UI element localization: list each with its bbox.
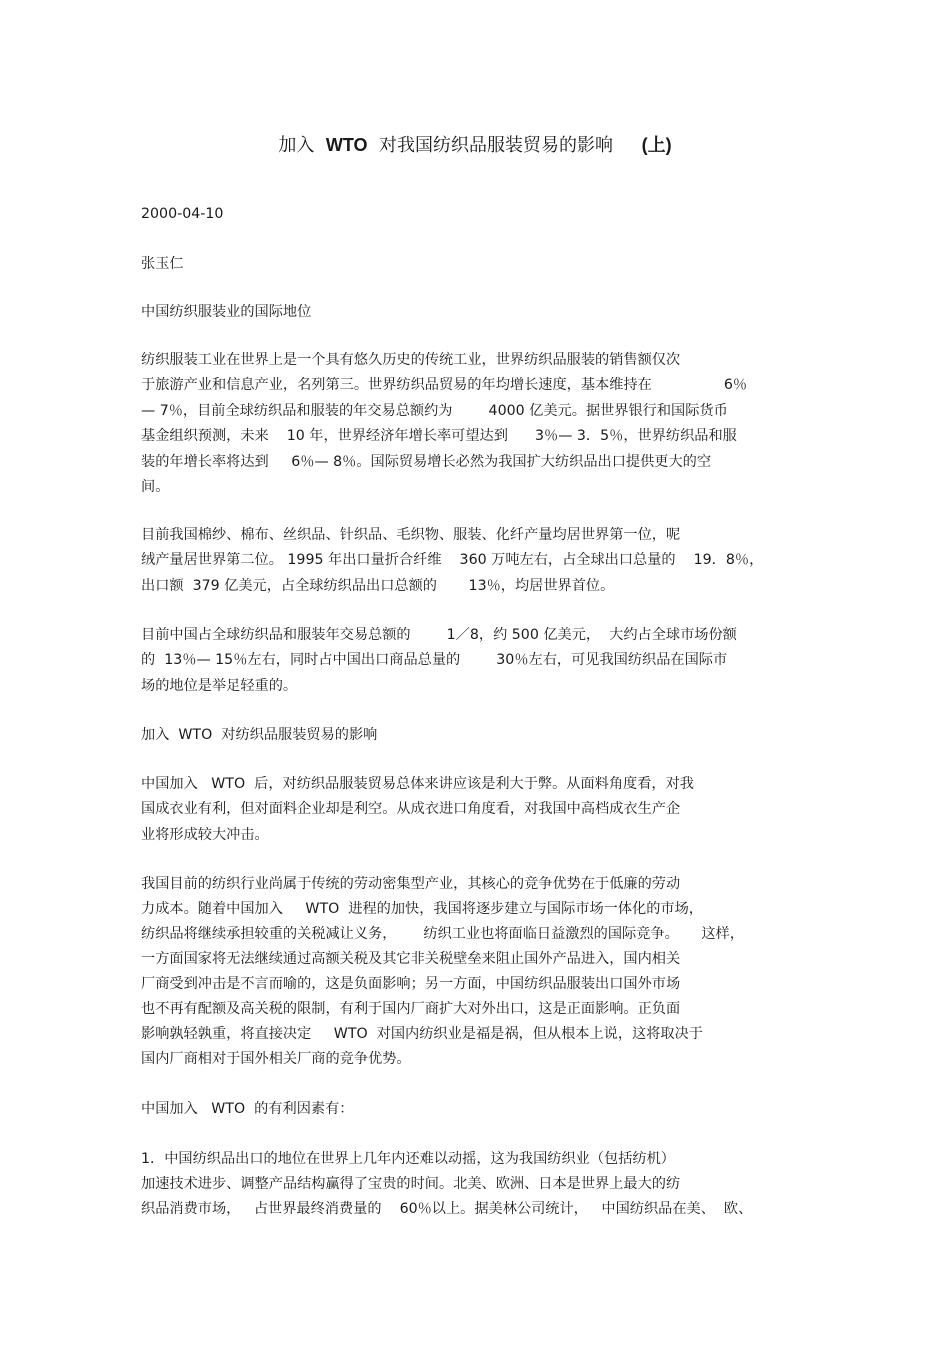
paragraph-line: 出口额 379 亿美元，占全球纺织品出口总额的 13％，均居世界首位。 — [141, 578, 615, 594]
section-heading-favorable-factors: 中国加入 WTO 的有利因素有： — [141, 1101, 354, 1117]
paragraph-line: 加速技术进步、调整产品结构赢得了宝贵的时间。北美、欧洲、日本是世界上最大的纺 — [141, 1176, 681, 1192]
paragraph-line: 装的年增长率将达到 6％— 8％。国际贸易增长必然为我国扩大纺织品出口提供更大的空 — [141, 454, 712, 470]
paragraph-line: 场的地位是举足轻重的。 — [141, 678, 298, 694]
paragraph-line: 纺织品将继续承担较重的关税减让义务， 纺织工业也将面临日益激烈的国际竞争。 这样， — [141, 926, 744, 942]
paragraph-line: 也不再有配额及高关税的限制，有利于国内厂商扩大对外出口，这是正面影响。正负面 — [141, 1001, 681, 1017]
paragraph-line: 目前中国占全球纺织品和服装年交易总额的 1／8，约 500 亿美元， 大约占全球市场份额 — [141, 627, 737, 643]
document-author: 张玉仁 — [141, 256, 184, 272]
title-part-wto: WTO — [325, 135, 368, 155]
section-heading-wto-impact: 加入 WTO 对纺织品服装贸易的影响 — [141, 727, 378, 743]
paragraph-line: 业将形成较大冲击。 — [141, 827, 269, 843]
paragraph-line: 影响孰轻孰重，将直接决定 WTO 对国内纺织业是福是祸，但从根本上说，这将取决于 — [141, 1026, 703, 1042]
paragraph-line: 我国目前的纺织行业尚属于传统的劳动密集型产业，其核心的竞争优势在于低廉的劳动 — [141, 876, 681, 892]
paragraph-line: 国内厂商相对于国外相关厂商的竞争优势。 — [141, 1051, 411, 1067]
paragraph-line: 中国加入 WTO 后，对纺织品服装贸易总体来讲应该是利大于弊。从面料角度看，对我 — [141, 776, 694, 792]
title-part-1: 加入 — [278, 135, 326, 156]
section-heading-international-status: 中国纺织服装业的国际地位 — [141, 304, 312, 320]
paragraph-line: 于旅游产业和信息产业，名列第三。世界纺织品贸易的年均增长速度，基本维持在 6％ — [141, 377, 748, 393]
paragraph-line: 织品消费市场， 占世界最终消费量的 60％以上。据美林公司统计， 中国纺织品在美、 欧、 — [141, 1201, 753, 1217]
paragraph-line: 间。 — [141, 479, 170, 495]
paragraph-line: 的 13％— 15％左右，同时占中国出口商品总量的 30％左右，可见我国纺织品在国际市 — [141, 652, 728, 668]
document-date: 2000-04-10 — [141, 206, 224, 222]
paragraph-line: 目前我国棉纱、棉布、丝织品、针织品、毛织物、服装、化纤产量均居世界第一位，呢 — [141, 527, 681, 543]
paragraph-line: 力成本。随着中国加入 WTO 进程的加快，我国将逐步建立与国际市场一体化的市场， — [141, 901, 703, 917]
paragraph-line: 厂商受到冲击是不言而喻的，这是负面影响；另一方面，中国纺织品服装出口国外市场 — [141, 976, 681, 992]
paragraph-line: 国成衣业有利，但对面料企业却是利空。从成衣进口角度看，对我国中高档成衣生产企 — [141, 801, 681, 817]
document-title — [0, 132, 950, 159]
paragraph-line: 绒产量居世界第二位。 1995 年出口量折合纤维 360 万吨左右，占全球出口总量的 19．8％， — [141, 552, 764, 568]
paragraph-line: — 7％，目前全球纺织品和服装的年交易总额约为 4000 亿美元。据世界银行和国际货币 — [141, 403, 728, 419]
paragraph-line: 一方面国家将无法继续通过高额关税及其它非关税壁垒来阻止国外产品进入，国内相关 — [141, 951, 681, 967]
paragraph-line: 纺织服装工业在世界上是一个具有悠久历史的传统工业，世界纺织品服装的销售额仅次 — [141, 352, 681, 368]
paragraph-line: 1．中国纺织品出口的地位在世界上几年内还难以动摇，这为我国纺织业（包括纺机） — [141, 1151, 675, 1167]
title-part-3: 对我国纺织品服装贸易的影响 — [367, 135, 642, 156]
paragraph-line: 基金组织预测，未来 10 年，世界经济年增长率可望达到 3％— 3．5％，世界纺织品和服 — [141, 428, 737, 444]
title-part-4: (上) — [641, 135, 672, 155]
